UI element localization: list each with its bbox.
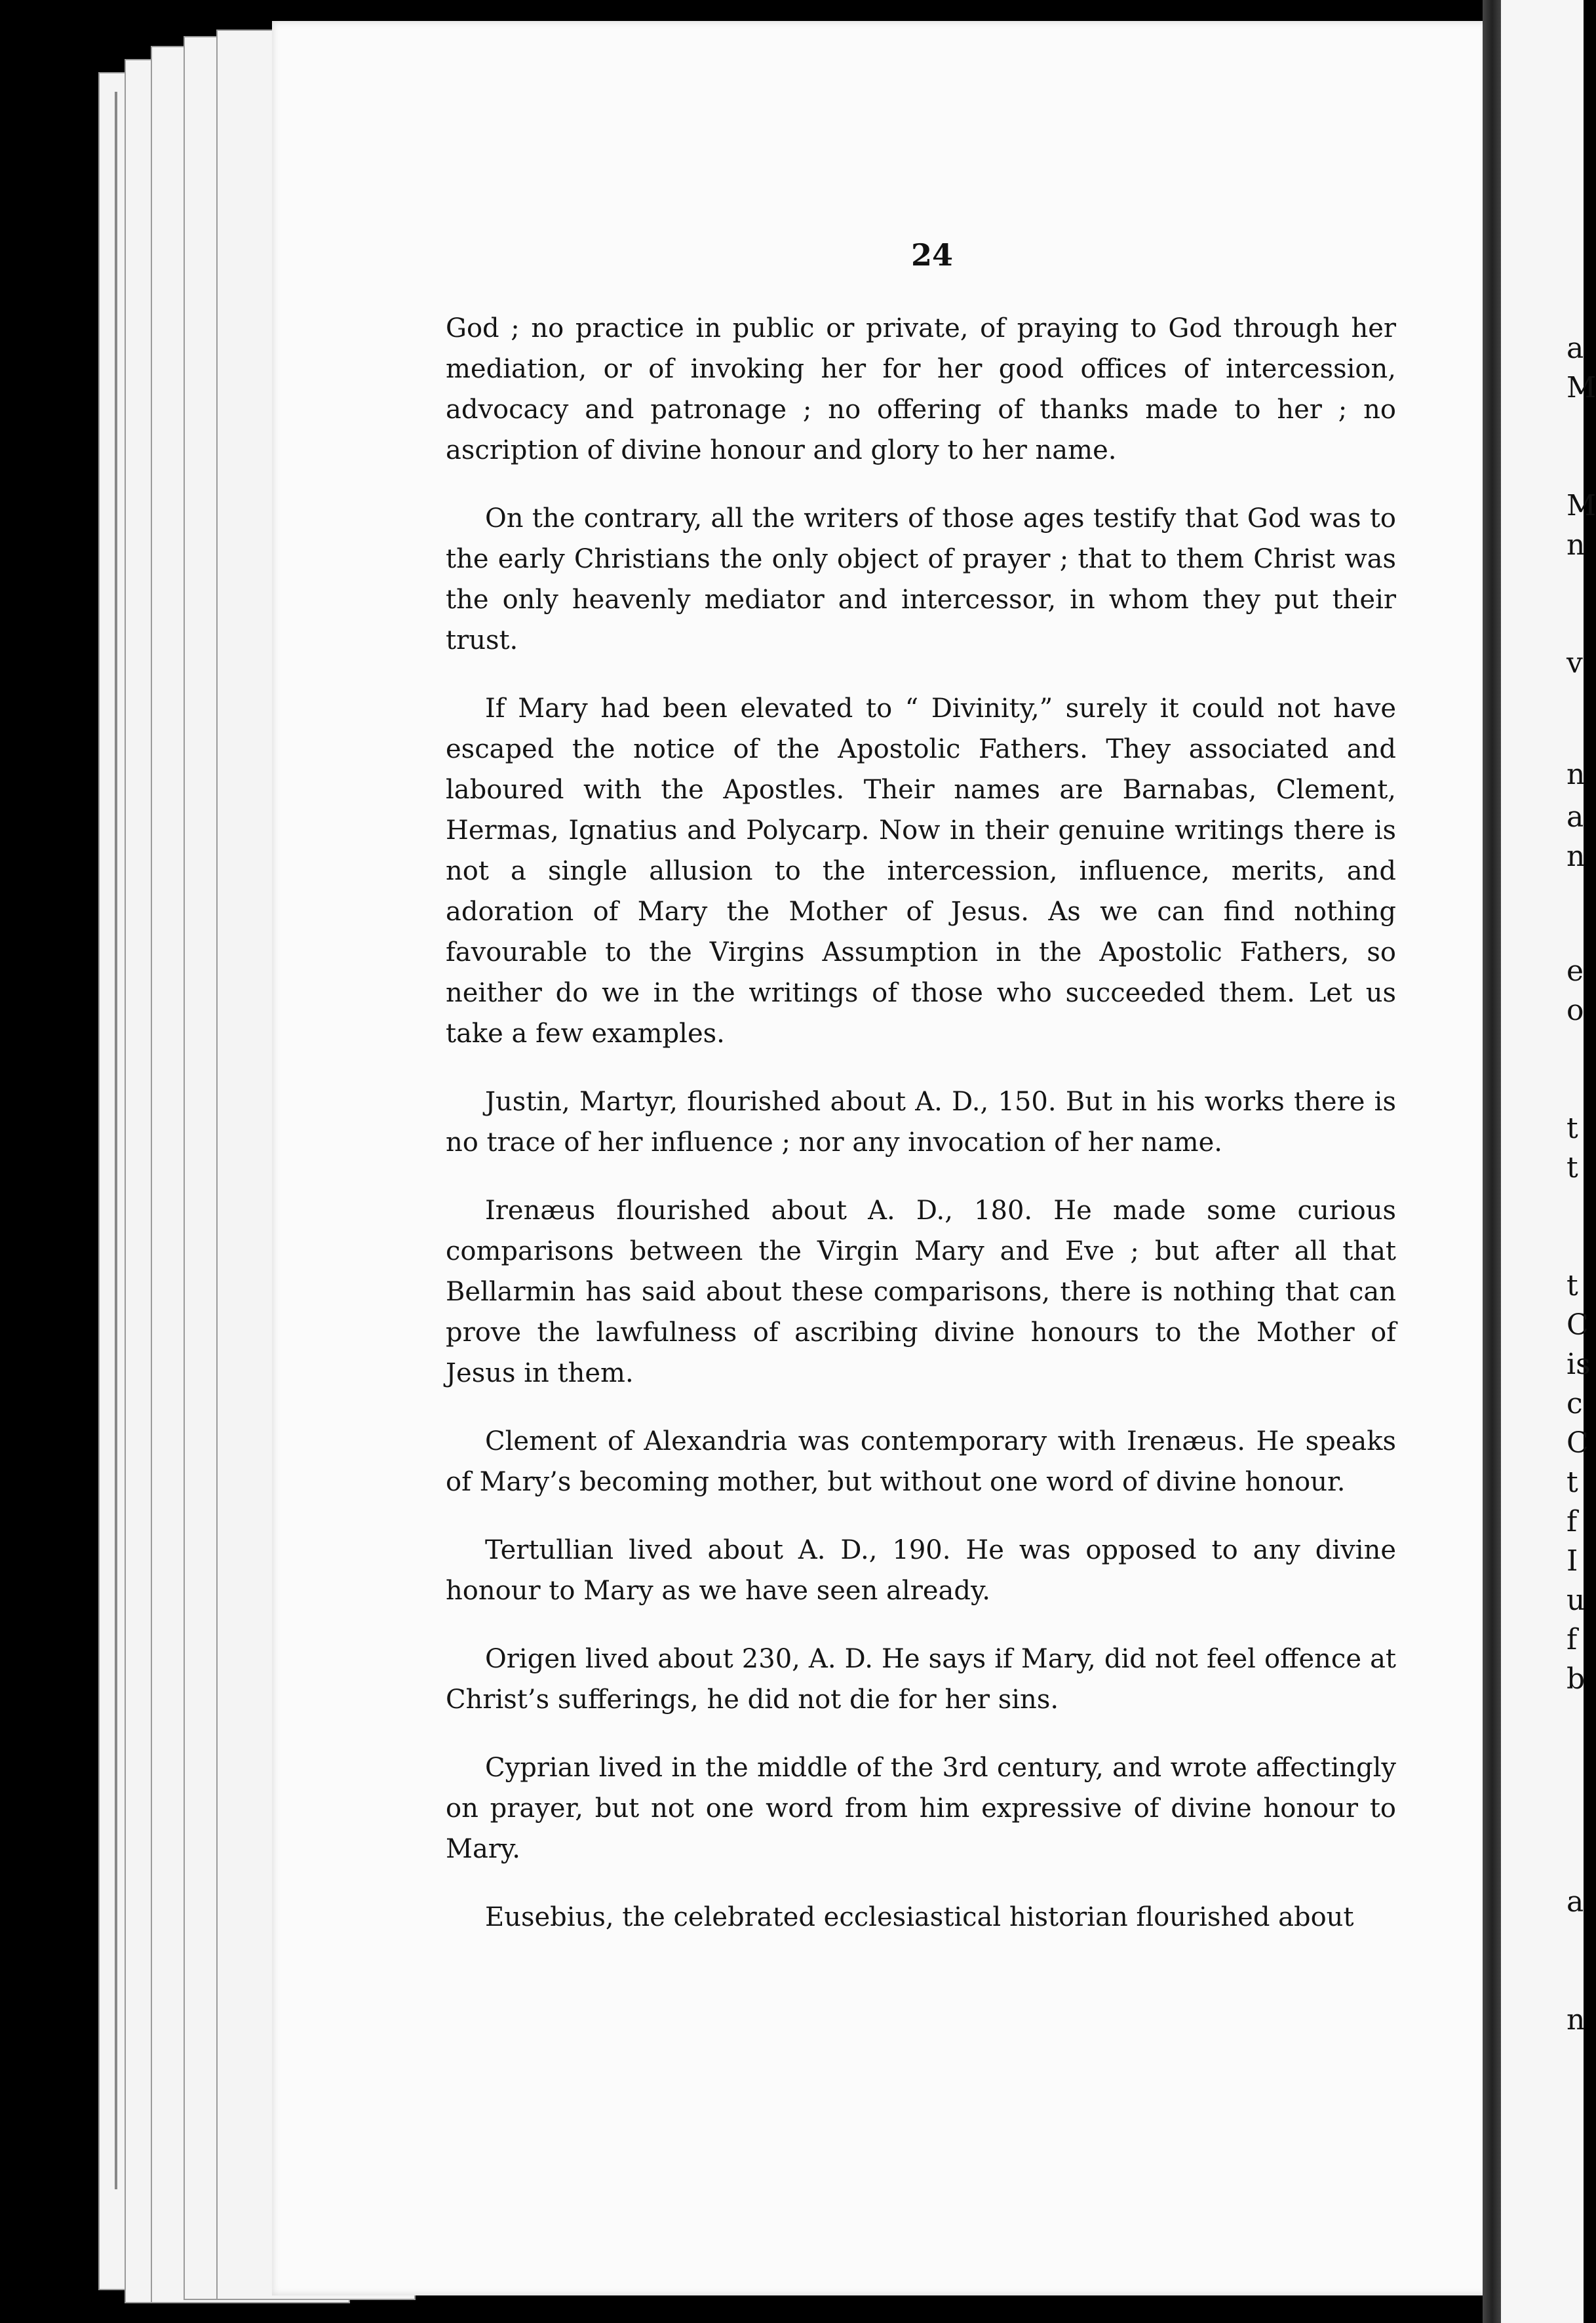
paragraph: Origen lived about 230, A. D. He says if Mary, did not feel offence at Christ’s sufferings, he did not die for her sins.	[446, 1644, 1396, 1715]
facing-page-fragment: C	[1567, 1426, 1589, 1460]
facing-page-fragment: I	[1567, 1544, 1578, 1578]
paragraph: If Mary had been elevated to “ Divinity,” surely it could not have escaped the notice of the Apostolic Fathers. They associated and laboured with the Apostles. Their names are Barnabas, Clement, Hermas, Ignatius and Polycarp. Now in their genuine writings there is not a single allusion to the intercession, influence, merits, and adoration of Mary the Mother of Jesus. As we can find nothing favourable to the Virgins Assumption in the Apostolic Fathers, so neither do we in the writings of those who succeeded them. Let us take a few examples.	[446, 693, 1396, 1049]
facing-page-fragment: M	[1567, 489, 1596, 522]
facing-page-fragment: f	[1567, 1505, 1578, 1538]
page-edge-line	[115, 92, 117, 2189]
facing-page-fragment: n	[1567, 528, 1586, 562]
facing-page-fragment: t	[1567, 1269, 1578, 1302]
paragraph: God ; no practice in public or private, of praying to God through her mediation, or of invoking her for her good offices of intercession, advocacy and patronage ; no offering of thanks made to her ; no ascription of divine honour and glory to her name.	[446, 313, 1396, 465]
facing-page-fragment: C	[1567, 1308, 1589, 1342]
facing-page-fragment: v	[1567, 646, 1583, 680]
facing-page-fragment: f	[1567, 1623, 1578, 1656]
facing-page-fragment: is	[1567, 1348, 1591, 1381]
facing-page-fragment: n	[1567, 758, 1586, 791]
paragraph: Clement of Alexandria was contemporary with Irenæus. He speaks of Mary’s becoming mother, but without one word of divine honour.	[446, 1426, 1396, 1497]
paragraph: Eusebius, the celebrated ecclesiastical historian flourished about	[485, 1902, 1354, 1932]
page-number: 24	[911, 237, 954, 273]
facing-page-fragment: a	[1567, 800, 1584, 834]
paragraph: Tertullian lived about A. D., 190. He was opposed to any divine honour to Mary as we have seen already.	[446, 1535, 1396, 1606]
paragraph: On the contrary, all the writers of those ages testify that God was to the early Christians the only object of prayer ; that to them Christ was the only heavenly mediator and intercessor, in whom they put their trust.	[446, 503, 1396, 655]
paragraph: Cyprian lived in the middle of the 3rd century, and wrote affectingly on prayer, but not one word from him expressive of divine honour to Mary.	[446, 1753, 1396, 1864]
facing-page-fragment: e	[1567, 954, 1584, 988]
facing-page-fragment: n	[1567, 2003, 1586, 2037]
facing-page-fragment: c	[1567, 1387, 1583, 1420]
facing-page-fragment: o	[1567, 994, 1584, 1027]
facing-page-fragment: n	[1567, 840, 1586, 873]
facing-page-fragment: a	[1567, 332, 1584, 365]
body-text	[446, 308, 1396, 1965]
facing-page-fragment: b	[1567, 1662, 1586, 1696]
facing-page-fragment: u	[1567, 1584, 1586, 1617]
paragraph: Irenæus flourished about A. D., 180. He made some curious comparisons between the Virgin Mary and Eve ; but after all that Bellarmin has said about these comparisons, there is nothing that can prove the lawfulness of ascribing divine honours to the Mother of Jesus in them.	[446, 1196, 1396, 1388]
facing-page-fragment: M	[1567, 371, 1596, 404]
facing-page-fragment: t	[1567, 1151, 1578, 1184]
facing-page-fragment: t	[1567, 1466, 1578, 1499]
facing-page-fragment: a	[1567, 1885, 1584, 1919]
facing-page-fragment: t	[1567, 1112, 1578, 1145]
paragraph: Justin, Martyr, flourished about A. D., 150. But in his works there is no trace of her influence ; nor any invocation of her name.	[446, 1087, 1396, 1158]
